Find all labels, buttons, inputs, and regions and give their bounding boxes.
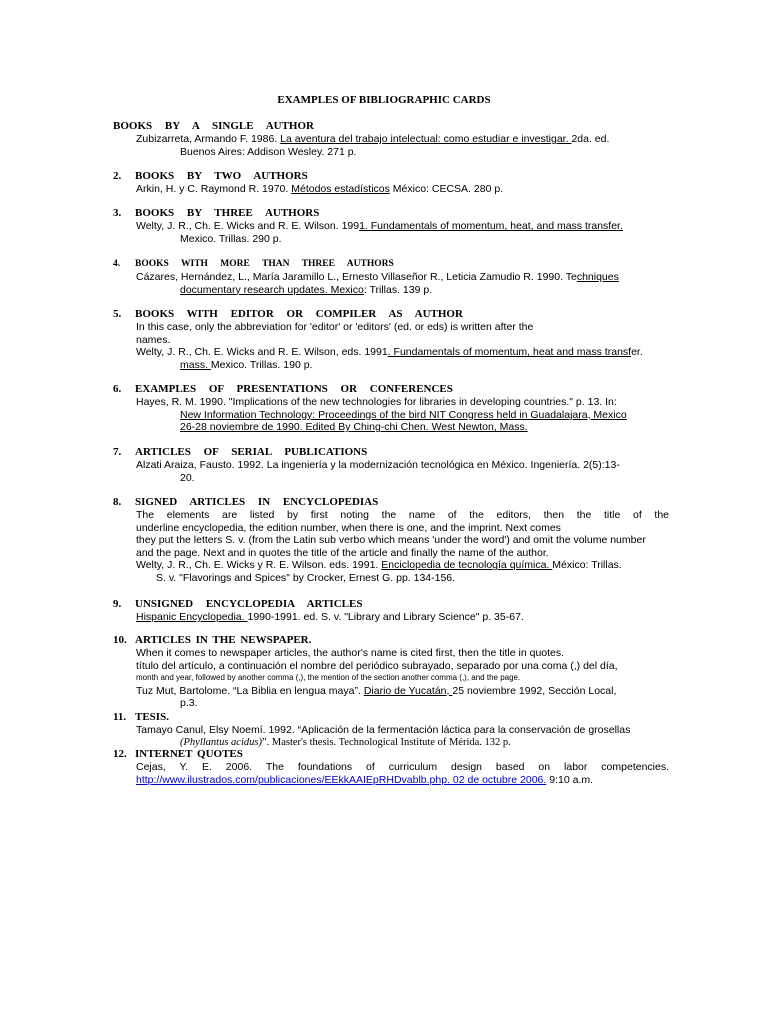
section-internet [113,748,685,786]
section-heading: 7. ARTICLES OF SERIAL PUBLICATIONS [113,446,368,458]
section-heading: 9. UNSIGNED ENCYCLOPEDIA ARTICLES [113,598,363,610]
section-heading: 12. INTERNET QUOTES [113,748,243,760]
body-line: When it comes to newspaper articles, the author's name is cited first, then the title in quotes. [136,647,565,659]
section-heading: 10. ARTICLES IN THE NEWSPAPER. [113,634,312,646]
citation-line: 26-28 noviembre de 1990. Edited By Ching-chi Chen. West Newton, Mass. [180,421,528,434]
section-two-authors [113,170,685,196]
citation-line: http://www.ilustrados.com/publicaciones/EEkkAAIEpRHDvablb.php. 02 de octubre 2006. 9:10 a.m. [136,773,594,786]
citation-line: New Information Technology: Proceedings of the bird NIT Congress held in Guadalajara, Mexico [180,408,627,421]
section-serial-publications [113,446,685,484]
section-more-authors [113,258,685,296]
section-single-author [113,120,685,158]
body-line: and the page. Next and in quotes the title of the article and finally the name of the author. [136,546,549,559]
citation-line: Welty, J. R., Ch. E. Wicks and R. E. Wilson, eds. 1991. Fundamentals of momentum, heat and mass transfer. [136,346,643,359]
section-heading: 8. SIGNED ARTICLES IN ENCYCLOPEDIAS [113,496,379,508]
citation-line: 20. [180,471,195,484]
body-line: they put the letters S. v. (from the Latin sub verbo which means 'under the word') and omit the volume number [136,534,646,547]
body-line: underline encyclopedia, the edition number, when there is one, and the imprint. Next comes [136,521,561,534]
section-editor-author [113,308,685,371]
citation-line: Cejas, Y. E. 2006. The foundations of curriculum design based on labor competencies. [136,761,669,773]
section-signed-articles [113,496,685,585]
citation-line: mass. Mexico. Trillas. 190 p. [180,358,313,371]
citation-line: Welty, J. R., Ch. E. Wicks and R. E. Wilson. 1991. Fundamentals of momentum, heat, and mass transfer. [136,220,623,232]
section-unsigned-articles [113,598,685,624]
section-presentations [113,383,685,434]
citation-line: Buenos Aires: Addison Wesley. 271 p. [180,145,357,158]
section-thesis [113,711,685,749]
section-heading: BOOKS BY A SINGLE AUTHOR [113,120,314,132]
citation-line: Tamayo Canul, Elsy Noemí. 1992. “Aplicación de la fermentación láctica para la conservación de grosellas [136,724,631,736]
citation-line: Hispanic Encyclopedia. 1990-1991. ed. S. v. "Library and Library Science" p. 35-67. [136,611,524,623]
citation-line: Arkin, H. y C. Raymond R. 1970. Métodos estadísticos México: CECSA. 280 p. [136,183,504,195]
section-three-authors [113,207,685,245]
citation-line: Welty, J. R., Ch. E. Wicks y R. E. Wilson. eds. 1991. Enciclopedia de tecnología química. México: Trillas. [136,559,622,572]
section-heading: 6. EXAMPLES OF PRESENTATIONS OR CONFERENCES [113,383,453,395]
section-heading: 5. BOOKS WITH EDITOR OR COMPILER AS AUTHOR [113,308,463,320]
page-title: EXAMPLES OF BIBLIOGRAPHIC CARDS [277,94,491,106]
citation-line: (Phyllantus acidus)”. Master's thesis. Technological Institute of Mérida. 132 p. [180,736,511,748]
citation-line: documentary research updates. Mexico: Trillas. 139 p. [180,283,433,296]
citation-line: Tuz Mut, Bartolome. “La Biblia en lengua maya”. Diario de Yucatán, 25 noviembre 1992, Sección Local, [136,684,617,697]
section-heading: 2. BOOKS BY TWO AUTHORS [113,170,308,182]
body-line: month and year, followed by another comma (,), the mention of the section another comma (,), and the page. [136,673,521,683]
section-heading: 4. BOOKS WITH MORE THAN THREE AUTHORS [113,259,394,269]
citation-line: Mexico. Trillas. 290 p. [180,232,282,245]
citation-line: Alzati Araiza, Fausto. 1992. La ingeniería y la modernización tecnológica en México. Ingeniería. 2(5):13- [136,459,620,471]
citation-line: Cázares, Hernández, L., María Jaramillo L., Ernesto Villaseñor R., Leticia Zamudio R. 1990. Techniques [136,271,619,283]
section-heading: 3. BOOKS BY THREE AUTHORS [113,207,320,219]
body-line: names. [136,333,171,346]
citation-line: Hayes, R. M. 1990. "Implications of the new technologies for libraries in developing countries." p. 13. In: [136,396,617,408]
section-heading: 11. TESIS. [113,711,169,723]
citation-line: p.3. [180,697,198,710]
citation-line: S. v. "Flavorings and Spices" by Crocker, Ernest G. pp. 134-156. [156,571,456,584]
citation-url-link[interactable]: http://www.ilustrados.com/publicaciones/EEkkAAIEpRHDvablb.php. 02 de octubre 2006. [136,773,547,786]
citation-line: Zubizarreta, Armando F. 1986. La aventura del trabajo intelectual: como estudiar e investigar. 2da. ed. [136,133,610,145]
body-line: título del artículo, a continuación el nombre del periódico subrayado, separado por una coma (,) del día, [136,659,618,672]
section-newspaper [113,634,685,710]
body-line: The elements are listed by first noting the name of the editors, then the title of the [136,509,669,521]
body-line: In this case, only the abbreviation for 'editor' or 'editors' (ed. or eds) is written after the [136,321,534,333]
